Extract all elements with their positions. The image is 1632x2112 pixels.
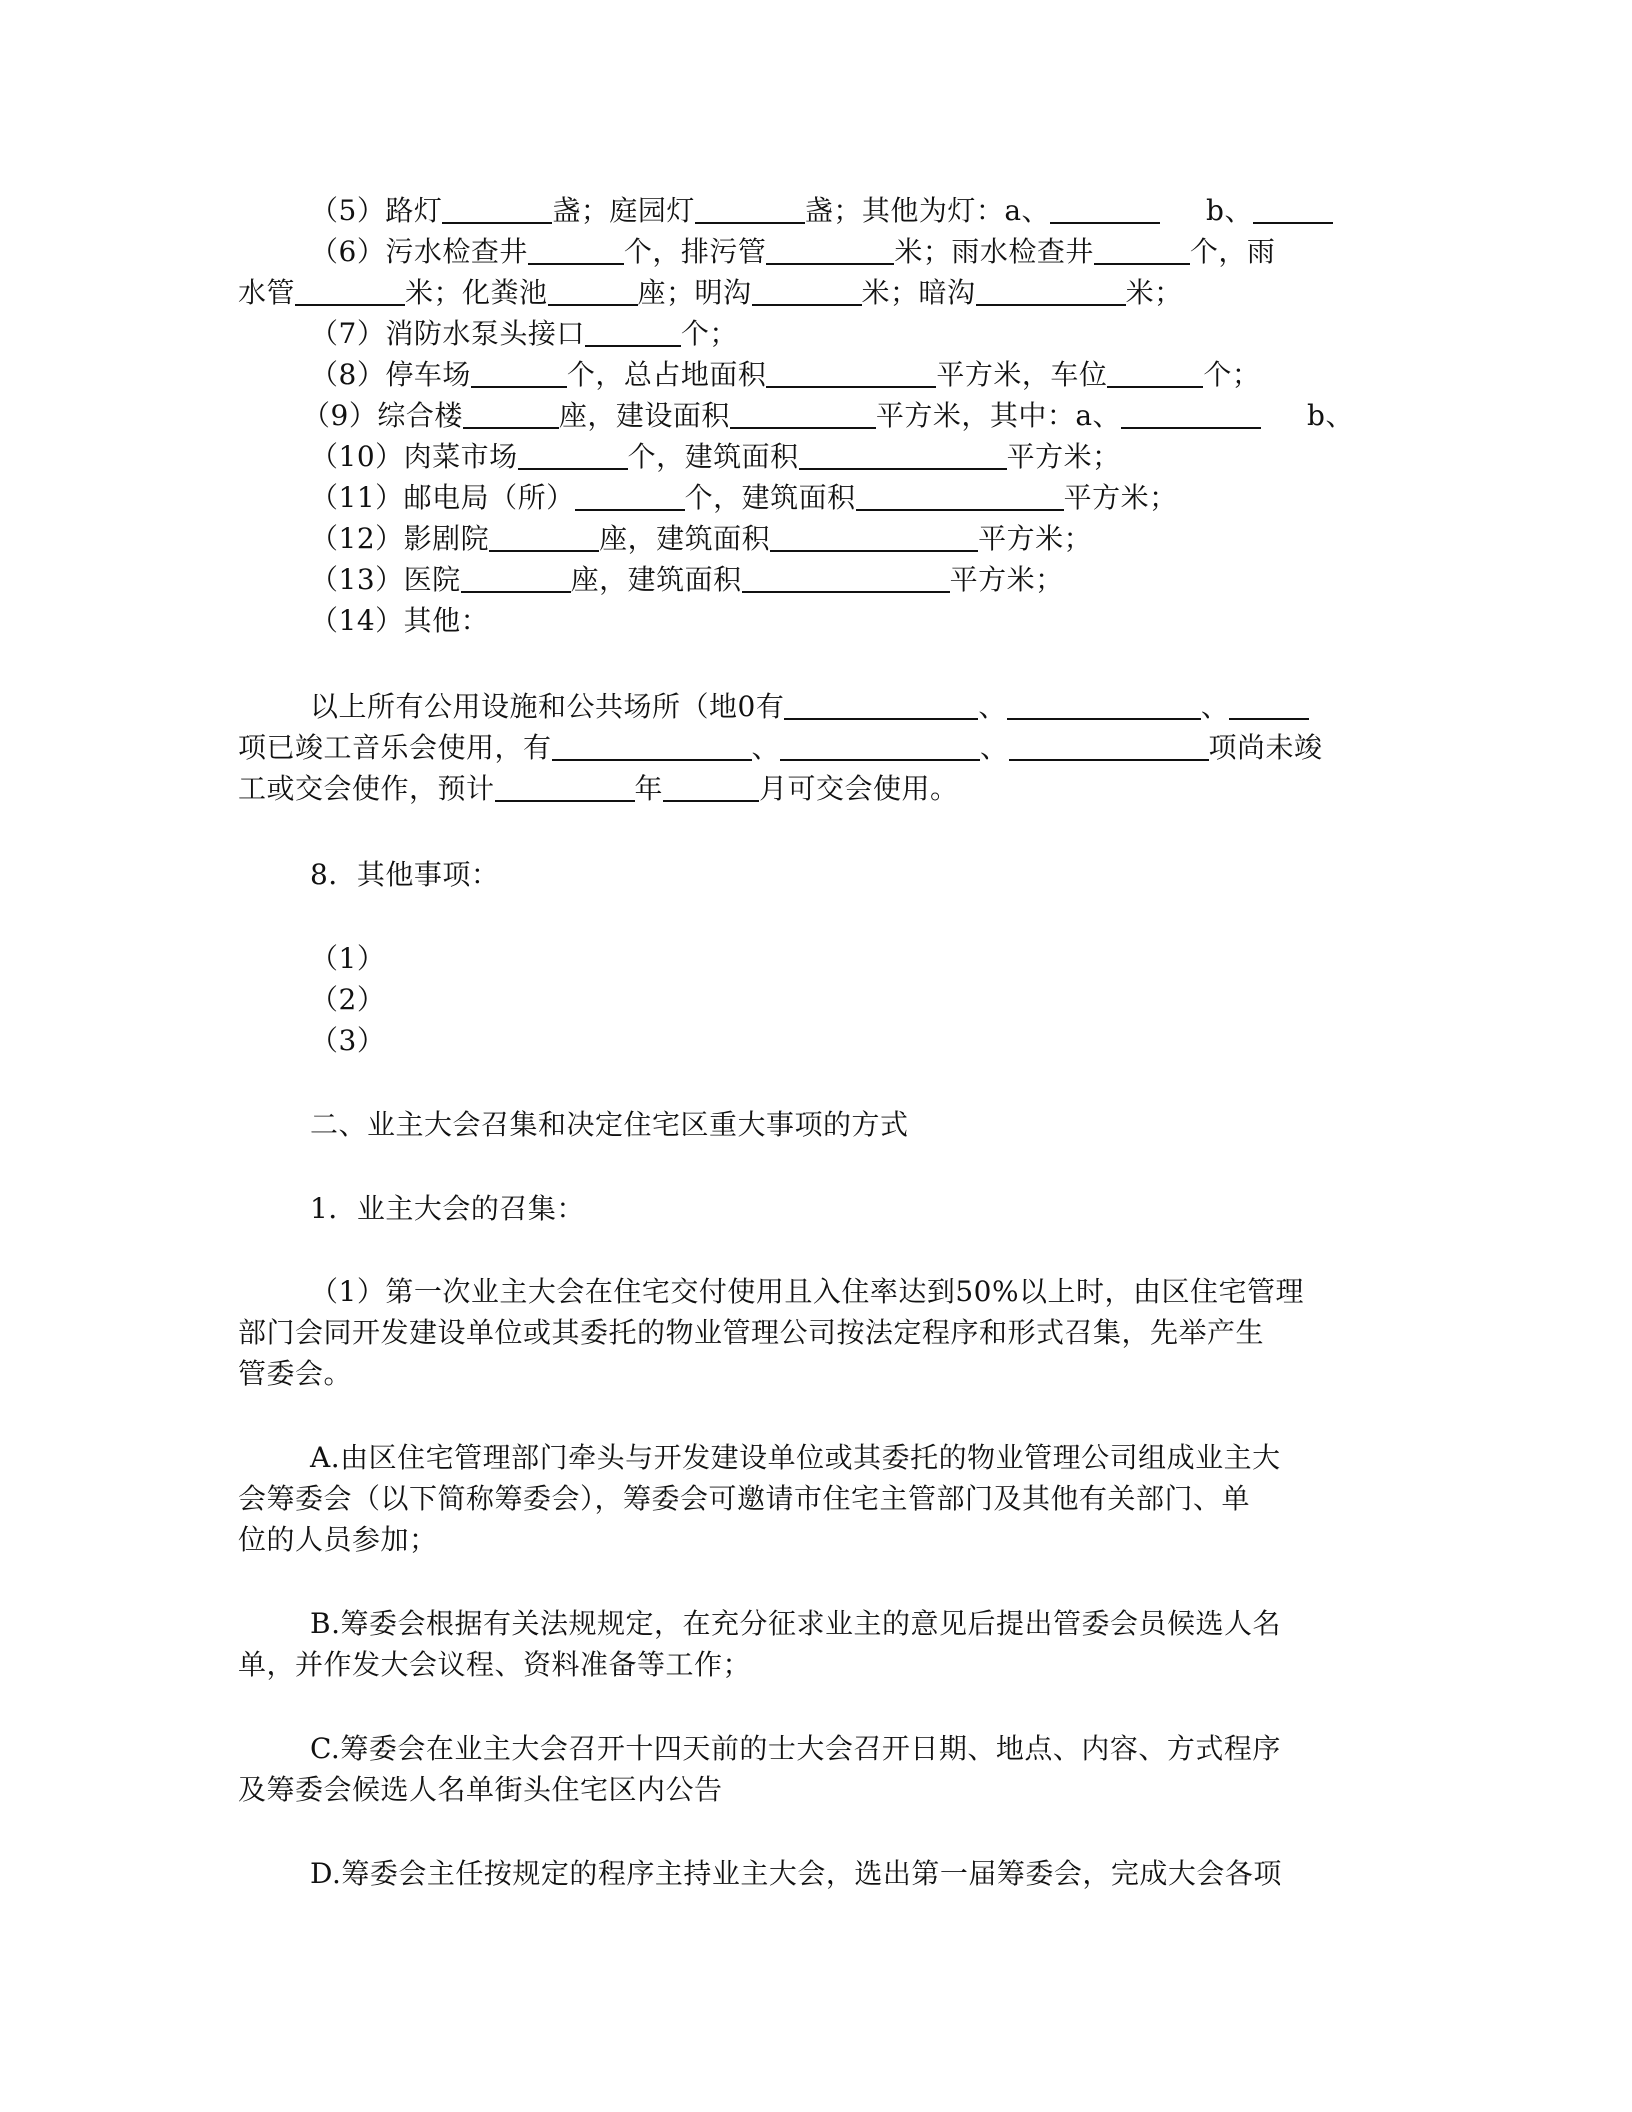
fill-blank[interactable]	[1229, 688, 1309, 720]
summary-text: 以上所有公用设施和公共场所（地0有	[310, 690, 785, 723]
summary-line-3	[238, 769, 1388, 809]
summary-text: 、	[1200, 690, 1230, 723]
item-text: 盏；庭园灯	[552, 194, 695, 227]
fill-blank[interactable]	[495, 770, 635, 802]
item-text: 个，雨	[1189, 235, 1276, 268]
list-item-6	[310, 232, 1390, 272]
para-1-line-3: 管委会。	[238, 1357, 353, 1390]
fill-blank[interactable]	[518, 438, 628, 470]
item-text: （13）医院	[310, 563, 461, 596]
fill-blank[interactable]	[766, 233, 894, 265]
item-text: （12）影剧院	[310, 522, 490, 555]
list-item-14	[310, 601, 1390, 641]
item-text: b、	[1206, 194, 1253, 227]
other-item-3: （3）	[310, 1024, 386, 1057]
fill-blank[interactable]	[1007, 688, 1201, 720]
para-a-line-3: 位的人员参加；	[238, 1523, 438, 1556]
item-text: 个；	[1203, 358, 1261, 391]
summary-text: 、	[980, 731, 1009, 764]
item-text: 平方米；	[1006, 440, 1121, 473]
para-a-line-2: 会筹委会（以下简称筹委会），筹委会可邀请市住宅主管部门及其他有关部门、单	[238, 1482, 1251, 1515]
summary-text: 、	[978, 690, 1007, 723]
item-text: （8）停车场	[310, 358, 471, 391]
item-text: 平方米；	[949, 563, 1064, 596]
item-text: 座，建设面积	[558, 399, 730, 432]
item-text: （9）综合楼	[302, 399, 463, 432]
list-item-10	[310, 437, 1390, 477]
summary-text: 年	[634, 772, 664, 805]
fill-blank[interactable]	[752, 274, 862, 306]
item-text: 平方米；	[978, 522, 1093, 555]
subsection-title: 1．业主大会的召集：	[310, 1192, 585, 1225]
para-1-line-2: 部门会同开发建设单位或其委托的物业管理公司按法定程序和形式召集，先举产生	[238, 1316, 1265, 1349]
list-item-5	[310, 191, 1390, 231]
item-text: 平方米，其中：a、	[875, 399, 1122, 432]
list-item-6-cont	[238, 273, 1388, 313]
item-text: 水管	[238, 276, 296, 309]
item-text: （6）污水检查井	[310, 235, 528, 268]
fill-blank[interactable]	[799, 438, 1007, 470]
item-text: 米；化粪池	[405, 276, 548, 309]
item-text: 米；	[1125, 276, 1183, 309]
summary-text: 、	[751, 731, 781, 764]
item-text: 个，建筑面积	[684, 481, 856, 514]
para-c-line-1: C.筹委会在业主大会召开十四天前的士大会召开日期、地点、内容、方式程序	[310, 1732, 1281, 1765]
item-text: 平方米，车位	[936, 358, 1108, 391]
item-text: （14）其他：	[310, 604, 490, 637]
fill-blank[interactable]	[442, 192, 552, 224]
item-text: 米；暗沟	[861, 276, 976, 309]
item-text: 个，总占地面积	[566, 358, 767, 391]
fill-blank[interactable]	[461, 561, 571, 593]
other-item-2: （2）	[310, 983, 386, 1016]
list-item-11	[310, 478, 1390, 518]
item-text: b、	[1307, 399, 1354, 432]
other-item-1: （1）	[310, 942, 386, 975]
para-b-line-2: 单，并作发大会议程、资料准备等工作；	[238, 1648, 752, 1681]
fill-blank[interactable]	[548, 274, 638, 306]
item-text: 座；明沟	[637, 276, 752, 309]
item-text: 平方米；	[1063, 481, 1178, 514]
item-text: 米；雨水检查井	[894, 235, 1094, 268]
item-text: （5）路灯	[310, 194, 443, 227]
fill-blank[interactable]	[1253, 192, 1333, 224]
fill-blank[interactable]	[766, 356, 936, 388]
item-text: 座，建筑面积	[599, 522, 771, 555]
item-text: 个；	[680, 317, 738, 350]
item-text: （10）肉菜市场	[310, 440, 518, 473]
summary-text: 工或交会使作，预计	[238, 772, 495, 805]
fill-blank[interactable]	[770, 520, 978, 552]
fill-blank[interactable]	[730, 397, 876, 429]
fill-blank[interactable]	[552, 729, 752, 761]
item-text: 座，建筑面积	[570, 563, 742, 596]
fill-blank[interactable]	[1050, 192, 1160, 224]
summary-text: 项已竣工音乐会使用，有	[238, 731, 552, 764]
list-item-13	[310, 560, 1390, 600]
fill-blank[interactable]	[463, 397, 559, 429]
item-text: （11）邮电局（所）	[310, 481, 575, 514]
fill-blank[interactable]	[742, 561, 950, 593]
fill-blank[interactable]	[585, 315, 681, 347]
item-text: 个，排污管	[623, 235, 767, 268]
item-text: （7）消防水泵头接口	[310, 317, 585, 350]
summary-text: 月可交会使用。	[759, 772, 959, 805]
para-a-line-1: A.由区住宅管理部门牵头与开发建设单位或其委托的物业管理公司组成业主大	[310, 1441, 1281, 1474]
fill-blank[interactable]	[489, 520, 599, 552]
fill-blank[interactable]	[471, 356, 567, 388]
fill-blank[interactable]	[575, 479, 685, 511]
fill-blank[interactable]	[528, 233, 624, 265]
fill-blank[interactable]	[976, 274, 1126, 306]
summary-line-1	[310, 687, 1390, 727]
fill-blank[interactable]	[1107, 356, 1203, 388]
fill-blank[interactable]	[1009, 729, 1209, 761]
section-heading: 二、业主大会召集和决定住宅区重大事项的方式	[310, 1108, 909, 1141]
list-item-8	[310, 355, 1390, 395]
fill-blank[interactable]	[663, 770, 759, 802]
fill-blank[interactable]	[1121, 397, 1261, 429]
fill-blank[interactable]	[856, 479, 1064, 511]
para-1-line-1: （1）第一次业主大会在住宅交付使用且入住率达到50%以上时，由区住宅管理	[310, 1275, 1305, 1308]
list-item-9	[302, 396, 1382, 436]
list-item-12	[310, 519, 1390, 559]
fill-blank[interactable]	[295, 274, 405, 306]
para-b-line-1: B.筹委会根据有关法规规定，在充分征求业主的意见后提出管委会员候选人名	[310, 1607, 1281, 1640]
item-text: 个，建筑面积	[627, 440, 799, 473]
fill-blank[interactable]	[1094, 233, 1190, 265]
other-matters-title: 8．其他事项：	[310, 858, 500, 891]
fill-blank[interactable]	[780, 729, 980, 761]
fill-blank[interactable]	[695, 192, 805, 224]
fill-blank[interactable]	[784, 688, 978, 720]
para-c-line-2: 及筹委会候选人名单街头住宅区内公告	[238, 1773, 723, 1806]
list-item-7	[310, 314, 1390, 354]
summary-line-2	[238, 728, 1388, 768]
para-d-line-1: D.筹委会主任按规定的程序主持业主大会，选出第一届筹委会，完成大会各项	[310, 1857, 1282, 1890]
item-text: 盏；其他为灯：a、	[804, 194, 1051, 227]
summary-text: 项尚未竣	[1208, 731, 1323, 764]
